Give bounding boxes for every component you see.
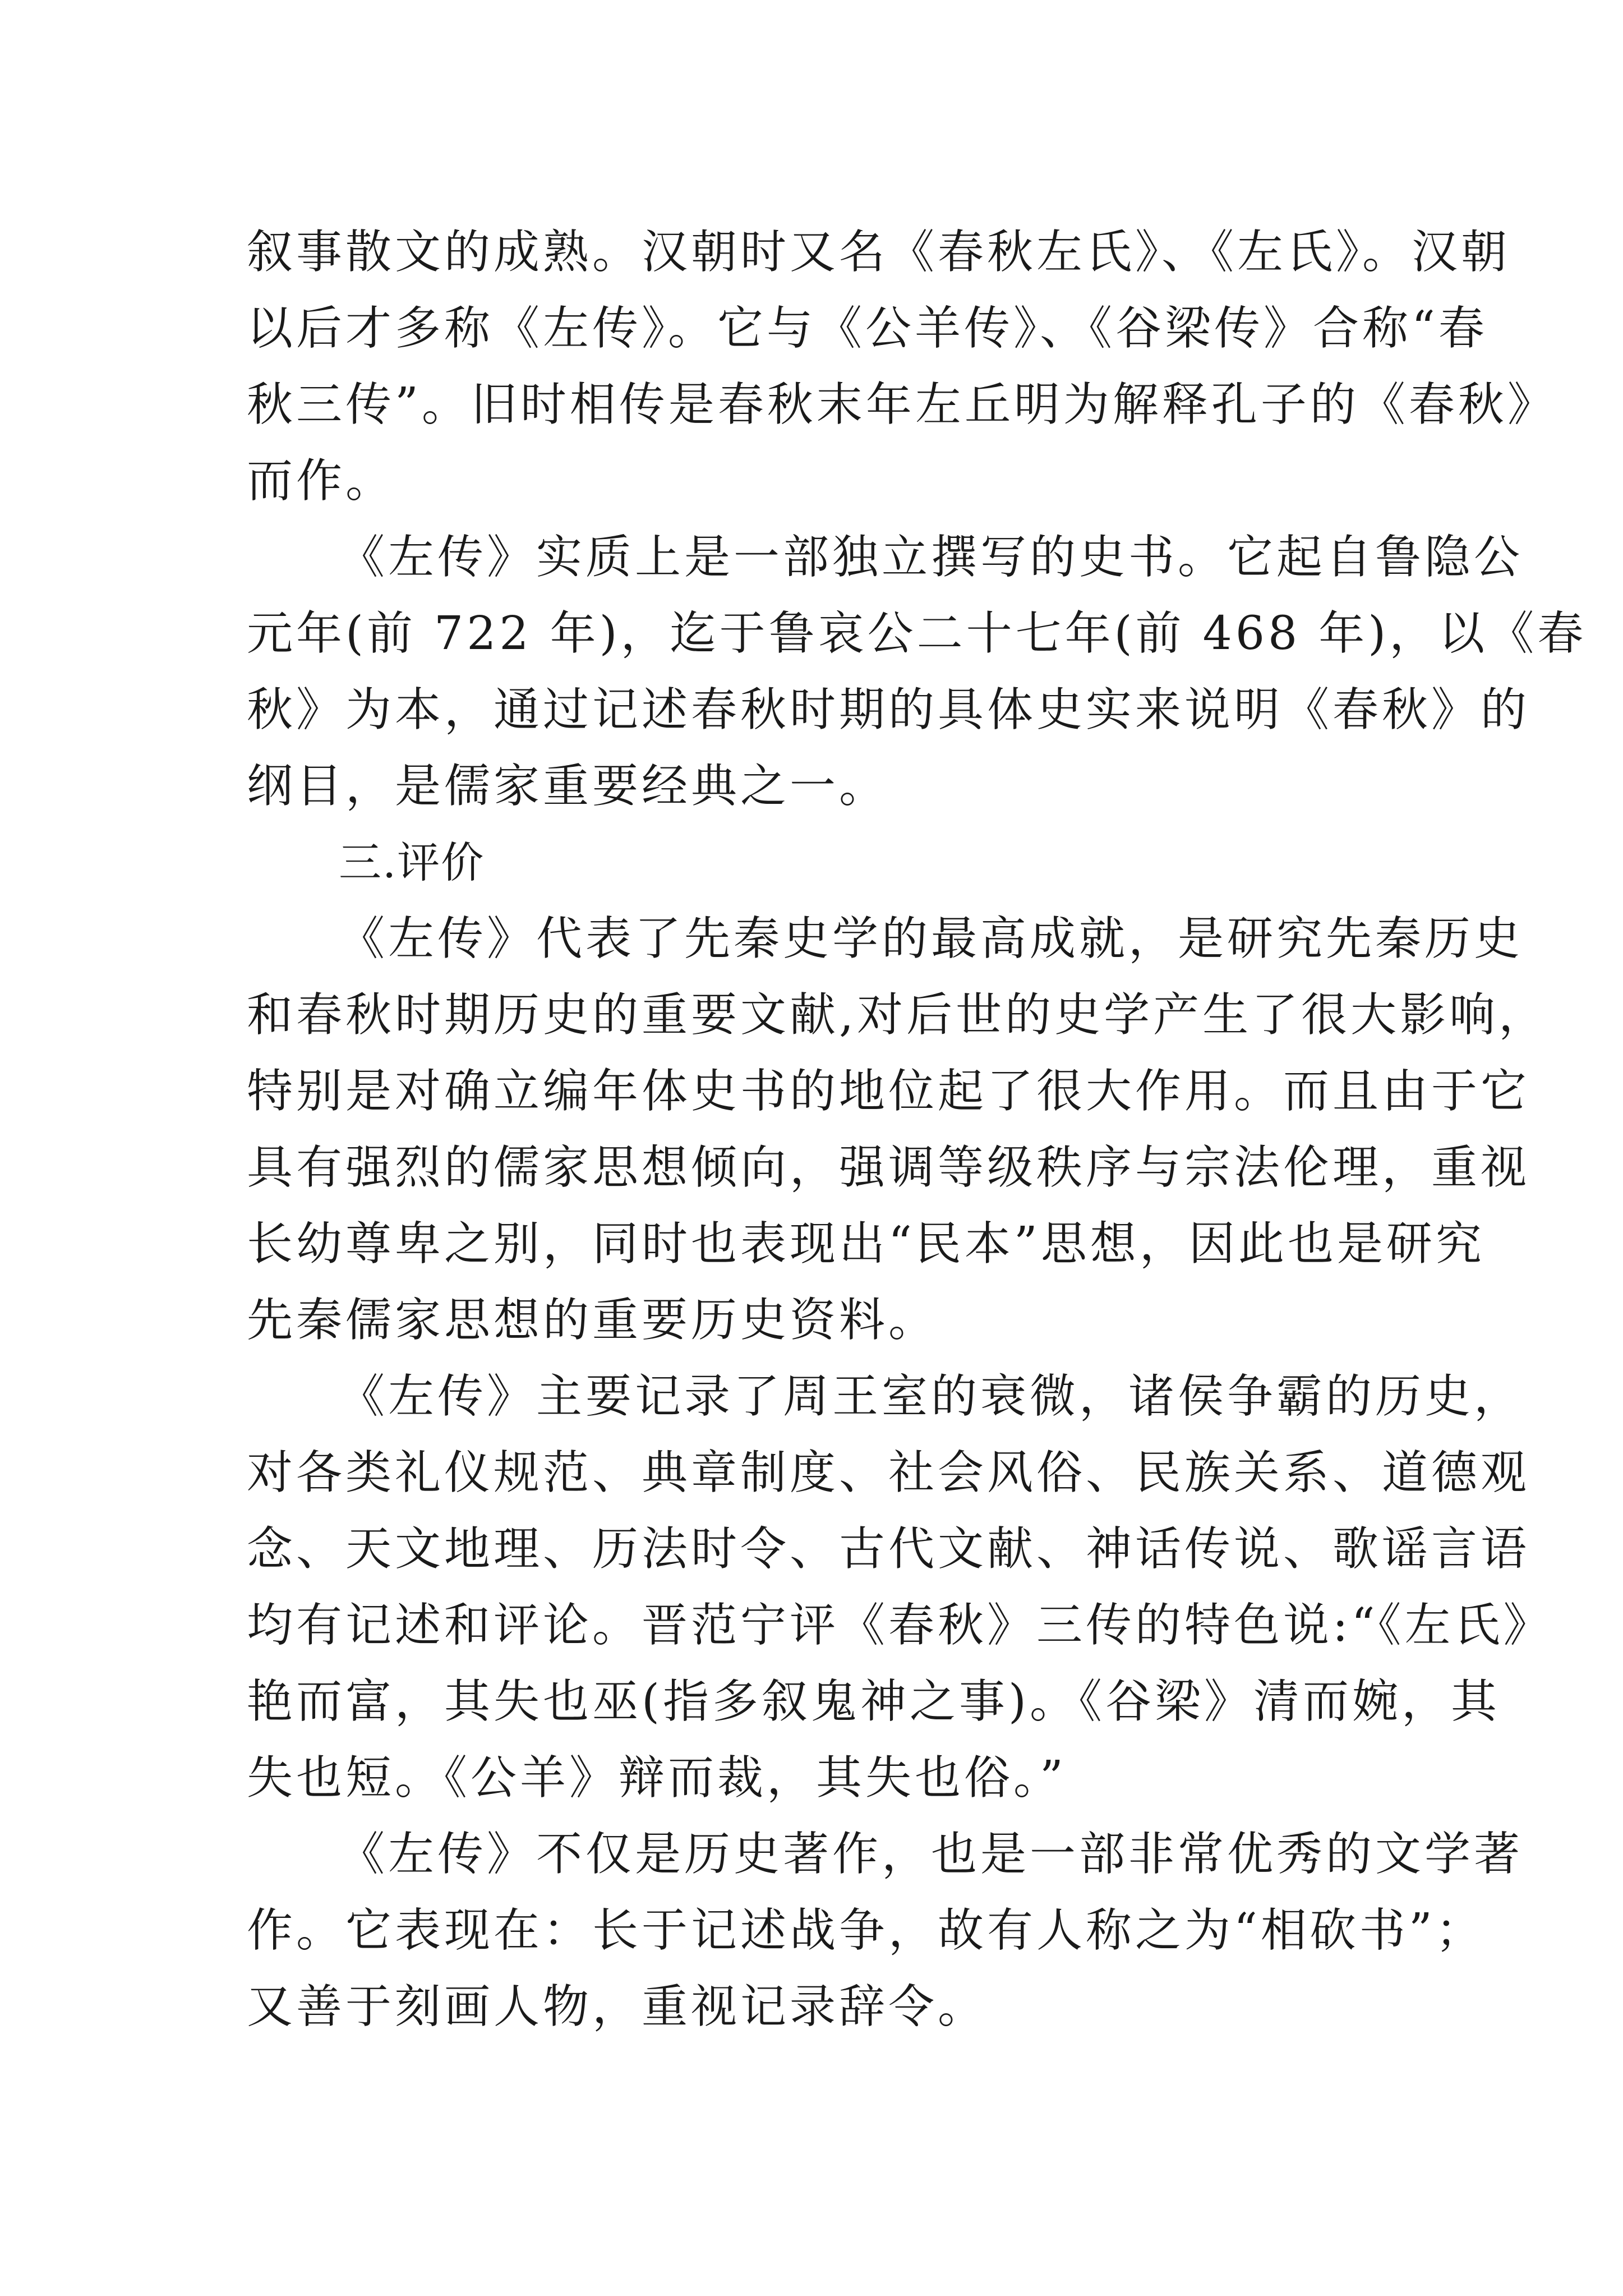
- text-line: 长幼尊卑之别，同时也表现出“民本”思想，因此也是研究: [247, 1217, 1485, 1271]
- section-heading: [247, 825, 1413, 901]
- text-line: 具有强烈的儒家思想倾向，强调等级秩序与宗法伦理，重视: [247, 1141, 1530, 1194]
- text-line: 纲目，是儒家重要经典之一。: [247, 760, 889, 813]
- text-line: 叙事散文的成熟。汉朝时又名《春秋左氏》、《左氏》。汉朝: [247, 226, 1511, 279]
- text-line: 秋》为本，通过记述春秋时期的具体史实来说明《春秋》的: [247, 683, 1530, 737]
- text-line: 元年(前 722 年)，迄于鲁哀公二十七年(前 468 年)，以《春: [247, 607, 1587, 660]
- paragraph-4: [247, 1359, 1553, 1816]
- text-line: 和春秋时期历史的重要文献,对后世的史学产生了很大影响，: [247, 988, 1548, 1042]
- text-line: 《左传》实质上是一部独立撰写的史书。它起自鲁隐公: [339, 531, 1524, 584]
- text-line: 《左传》不仅是历史著作，也是一部非常优秀的文学著: [339, 1828, 1524, 1881]
- text-line: 秋三传”。旧时相传是春秋末年左丘明为解释孔子的《春秋》: [247, 378, 1557, 431]
- text-line: 失也短。《公羊》辩而裁，其失也俗。”: [247, 1751, 1067, 1805]
- paragraph-5: [247, 1816, 1524, 2045]
- text-line: 特别是对确立编年体史书的地位起了很大作用。而且由于它: [247, 1065, 1530, 1118]
- text-line: 《左传》主要记录了周王室的衰微，诸侯争霸的历史，: [339, 1370, 1524, 1423]
- text-line: 先秦儒家思想的重要历史资料。: [247, 1294, 938, 1347]
- document-body: [247, 214, 1587, 2045]
- section-heading-text: 三.评价: [339, 838, 485, 887]
- text-line: 而作。: [247, 454, 395, 508]
- text-line: 均有记述和评论。晋范宁评《春秋》三传的特色说:“《左氏》: [247, 1599, 1553, 1652]
- text-line: 《左传》代表了先秦史学的最高成就，是研究先秦历史: [339, 912, 1524, 965]
- text-line: 以后才多称《左传》。它与《公羊传》、《谷梁传》合称“春: [247, 302, 1488, 355]
- text-line: 念、天文地理、历法时令、古代文献、神话传说、歌谣言语: [247, 1522, 1530, 1576]
- text-line: 艳而富，其失也巫(指多叙鬼神之事)。《谷梁》清而婉，其: [247, 1675, 1500, 1728]
- paragraph-1: [247, 214, 1557, 519]
- text-line: 对各类礼仪规范、典章制度、社会风俗、民族关系、道德观: [247, 1446, 1530, 1499]
- text-line: 作。它表现在：长于记述战争，故有人称之为“相砍书”；: [247, 1904, 1485, 1957]
- paragraph-3: [247, 901, 1548, 1359]
- text-line: 又善于刻画人物，重视记录辞令。: [247, 1980, 988, 2033]
- paragraph-2: [247, 519, 1587, 825]
